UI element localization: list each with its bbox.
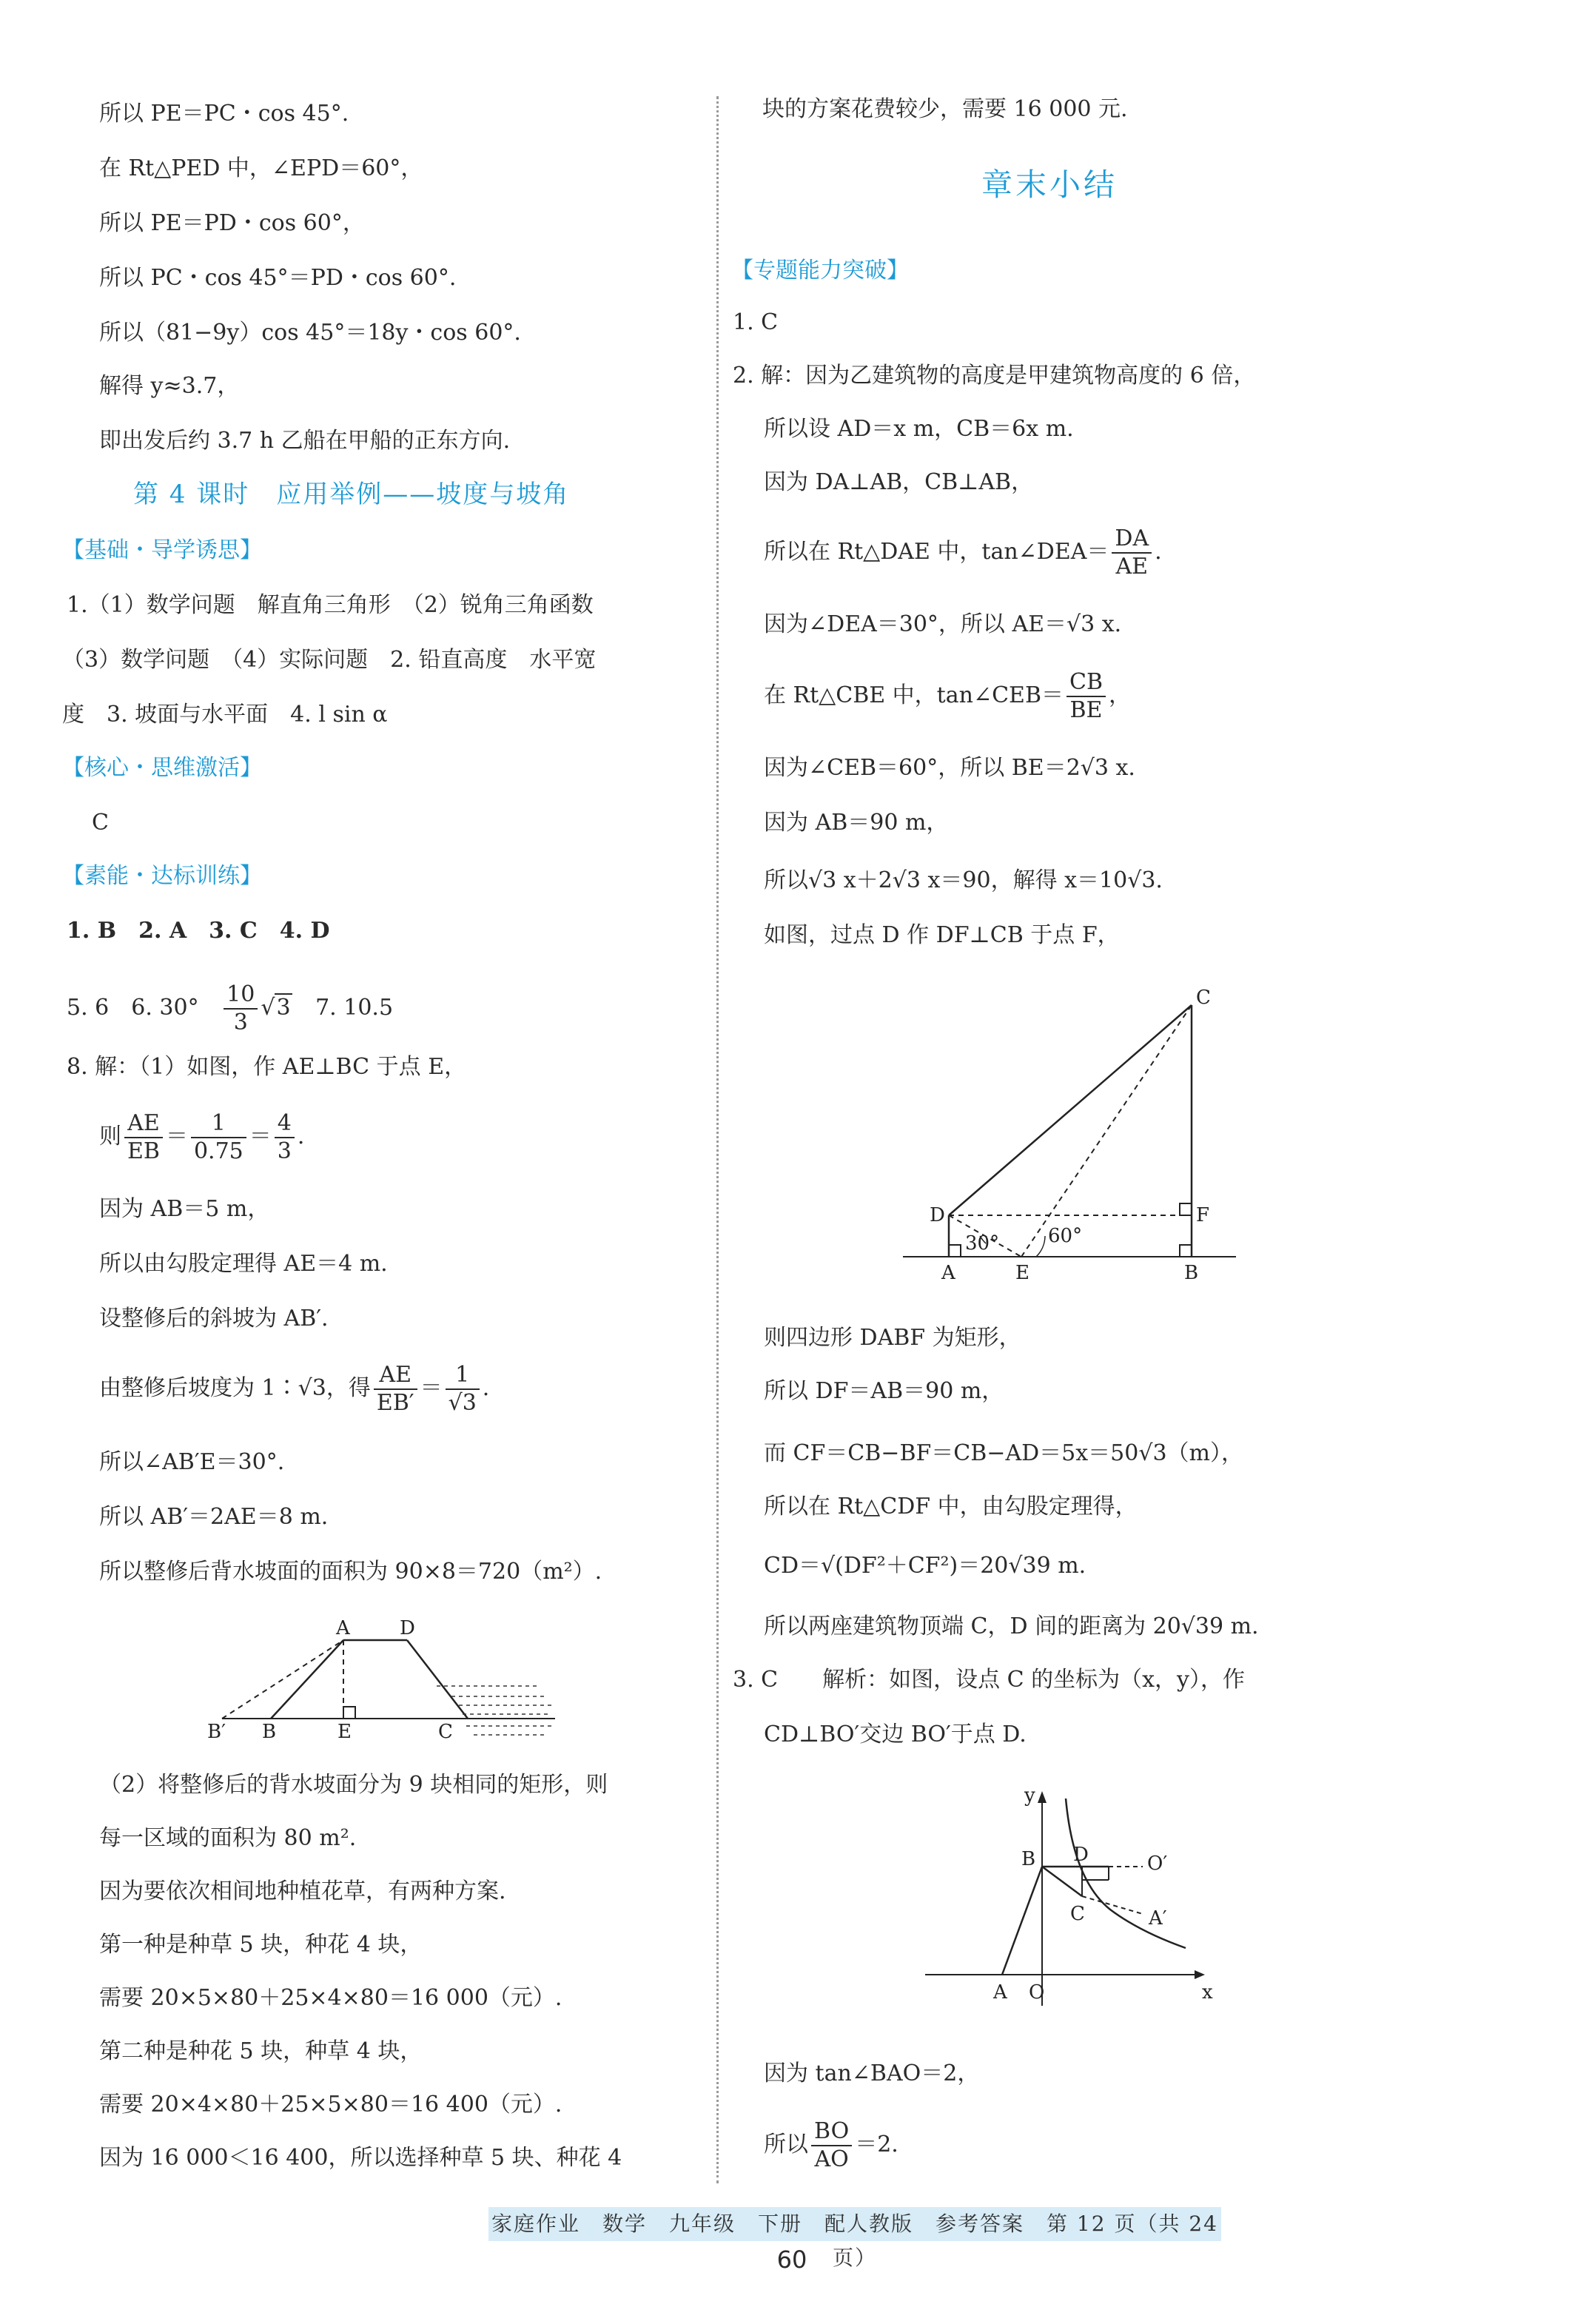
q8-line: 所以整修后背水坡面的面积为 90×8＝720（m²）. [99, 1559, 602, 1585]
text-line: 块的方案花费较少，需要 16 000 元. [762, 96, 1128, 122]
q8-line: 所以由勾股定理得 AE＝4 m. [99, 1251, 388, 1277]
q8-line: 第一种是种草 5 块，种花 4 块， [99, 1932, 423, 1958]
label-B: B [1184, 1262, 1199, 1284]
coordinate-figure [925, 1784, 1221, 2006]
label-F: F [1196, 1204, 1210, 1226]
q2-line: 则四边形 DABF 为矩形， [764, 1325, 1021, 1351]
footer-bar: 家庭作业 数学 九年级 下册 配人教版 参考答案 第 12 页（共 24 页） [488, 2207, 1221, 2241]
label-C: C [1070, 1903, 1085, 1925]
label-B-prime: B′ [207, 1721, 226, 1743]
q2-line: 所以在 Rt△CDF 中，由勾股定理得， [764, 1494, 1138, 1519]
q8-line: 需要 20×4×80＋25×5×80＝16 400（元）. [99, 2092, 562, 2118]
q8-line: （2）将整修后的背水坡面分为 9 块相同的矩形，则 [99, 1772, 608, 1798]
label-A: A [993, 1981, 1007, 2004]
label-C: C [1196, 987, 1211, 1009]
q2-tan-dea: 所以在 Rt△DAE 中，tan∠DEA＝ $\frac{DA}{AE}$ . [764, 525, 1162, 580]
q8-line: 第二种是种花 5 块，种草 4 块， [99, 2038, 423, 2064]
q8-line: 因为 AB＝5 m， [99, 1196, 270, 1222]
dam-figure [200, 1606, 585, 1747]
lesson-title: 第 4 课时 应用举例——坡度与坡角 [133, 480, 570, 509]
q8-line: 因为 16 000＜16 400，所以选择种草 5 块、种花 4 [99, 2145, 622, 2171]
q2-line: 因为 DA⊥AB，CB⊥AB， [764, 469, 1034, 495]
text-line: 所以 PE＝PC・cos 45°. [99, 101, 349, 127]
label-B: B [262, 1721, 277, 1743]
q8-line: 设整修后的斜坡为 AB′. [99, 1306, 329, 1331]
label-D: D [930, 1204, 945, 1226]
label-D: D [400, 1617, 415, 1639]
q2-line: 所以两座建筑物顶端 C，D 间的距离为 20√39 m. [764, 1613, 1259, 1639]
q8-line: 8. 解：（1）如图，作 AE⊥BC 于点 E， [67, 1054, 467, 1080]
q2-line: CD＝√(DF²＋CF²)＝20√39 m. [764, 1553, 1086, 1579]
page-number: 60 [776, 2246, 807, 2274]
q2-line: 如图，过点 D 作 DF⊥CB 于点 F， [764, 922, 1120, 948]
label-A-prime: A′ [1149, 1907, 1167, 1930]
label-x: x [1202, 1981, 1213, 2004]
label-D: D [1073, 1844, 1089, 1866]
q3-ratio: 所以 $\frac{BO}{AO}$ ＝2. [764, 2118, 898, 2172]
q8-slope: 由整修后坡度为 1∶√3，得 $\frac{AE}{EB'}$ ＝ $\frac{1}{√3}$ . [99, 1362, 490, 1416]
q8-line: 因为要依次相间地种植花草，有两种方案. [99, 1878, 506, 1904]
q8-ratio: 则 $\frac{AE}{EB}$ ＝ $\frac{1}{0.75}$ ＝ $\frac{4}{3}$ . [99, 1110, 305, 1164]
label-O-prime: O′ [1147, 1853, 1168, 1875]
core-answer: C [92, 810, 109, 836]
angle-60: 60° [1048, 1225, 1083, 1247]
q2-line: 所以 DF＝AB＝90 m， [764, 1378, 1004, 1404]
q2-line: 因为 AB＝90 m， [764, 810, 949, 836]
label-y: y [1024, 1784, 1035, 1807]
label-A: A [941, 1262, 955, 1284]
q3-line: 因为 tan∠BAO＝2， [764, 2061, 980, 2086]
q2-line: 因为∠CEB＝60°，所以 BE＝2√3 x. [764, 755, 1135, 781]
column-divider [716, 96, 719, 2183]
answer-line: （3）数学问题 （4）实际问题 2. 铅直高度 水平宽 [62, 647, 597, 673]
text-line: 所以（81−9y）cos 45°＝18y・cos 60°. [99, 320, 521, 346]
q8-line: 所以∠AB′E＝30°. [99, 1449, 285, 1475]
section-heading-basic: 【基础・导学诱思】 [62, 537, 262, 563]
section-heading-quality: 【素能・达标训练】 [62, 863, 262, 889]
angle-30: 30° [965, 1232, 1000, 1255]
section-heading-core: 【核心・思维激活】 [62, 755, 262, 781]
text-line: 在 Rt△PED 中，∠EPD＝60°， [99, 155, 423, 181]
text-line: 所以 PE＝PD・cos 60°， [99, 210, 365, 236]
text-line: 所以 PC・cos 45°＝PD・cos 60°. [99, 265, 457, 291]
label-E: E [337, 1721, 352, 1743]
q3-line: 3. C 解析：如图，设点 C 的坐标为（x，y），作 [733, 1667, 1246, 1693]
answers-1-4: 1. B 2. A 3. C 4. D [67, 918, 330, 944]
label-B: B [1021, 1848, 1036, 1870]
q2-line: 而 CF＝CB−BF＝CB−AD＝5x＝50√3（m）， [764, 1440, 1243, 1466]
section-heading-special: 【专题能力突破】 [731, 258, 909, 283]
label-A: A [336, 1617, 350, 1639]
answer-line: 度 3. 坡面与水平面 4. l sin α [62, 702, 388, 728]
q2-line: 所以设 AD＝x m，CB＝6x m. [764, 416, 1074, 442]
label-E: E [1015, 1262, 1029, 1284]
text-line: 解得 y≈3.7， [99, 373, 240, 399]
label-C: C [438, 1721, 453, 1743]
q2-line: 所以√3 x＋2√3 x＝90，解得 x＝10√3. [764, 867, 1163, 893]
q8-line: 所以 AB′＝2AE＝8 m. [99, 1504, 329, 1530]
q8-line: 每一区域的面积为 80 m². [99, 1825, 357, 1851]
answers-5-7: 5. 6 6. 30° $\frac{10}{3}$ √3 7. 10.5 [67, 981, 394, 1035]
q3-line: CD⊥BO′交边 BO′于点 D. [764, 1722, 1027, 1747]
chapter-title: 章末小结 [981, 167, 1118, 203]
answer-line: 1.（1）数学问题 解直角三角形 （2）锐角三角函数 [67, 592, 594, 618]
q8-line: 需要 20×5×80＋25×4×80＝16 000（元）. [99, 1985, 562, 2011]
text-line: 即出发后约 3.7 h 乙船在甲船的正东方向. [99, 428, 511, 454]
answer-1: 1. C [733, 309, 779, 335]
label-O: O [1029, 1981, 1045, 2004]
buildings-figure [903, 984, 1243, 1288]
q2-line: 2. 解：因为乙建筑物的高度是甲建筑物高度的 6 倍， [733, 363, 1256, 389]
q2-line: 因为∠DEA＝30°，所以 AE＝√3 x. [764, 611, 1122, 637]
q2-tan-ceb: 在 Rt△CBE 中，tan∠CEB＝ $\frac{CB}{BE}$ ， [764, 669, 1131, 723]
